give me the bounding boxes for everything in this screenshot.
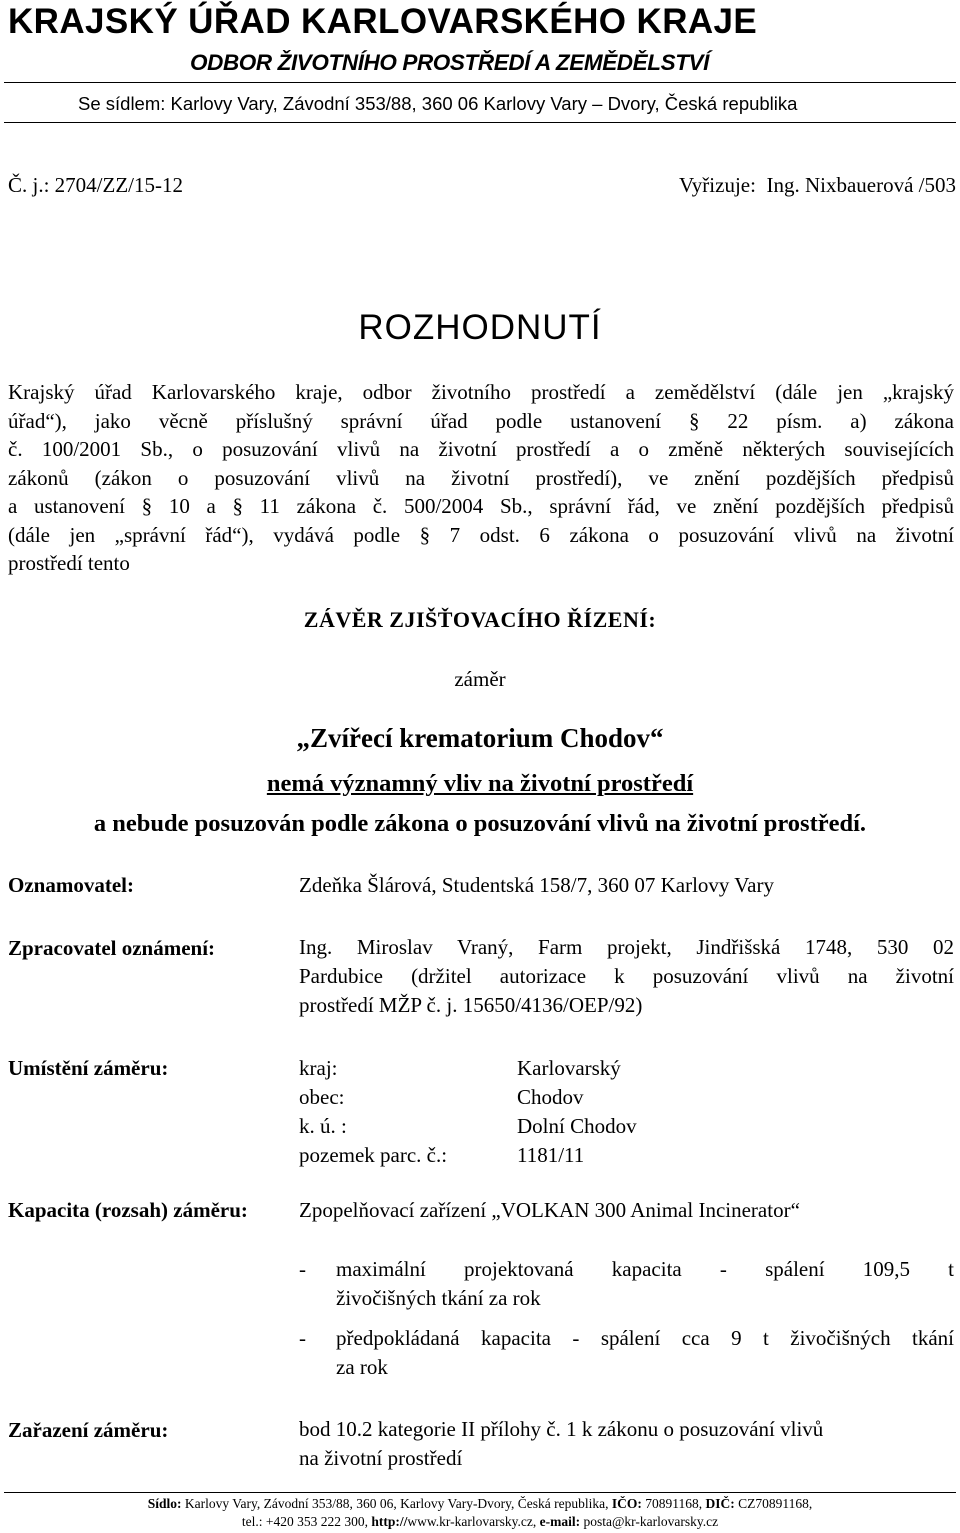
footer-ico: 70891168, xyxy=(645,1496,703,1511)
location-key: k. ú. : xyxy=(299,1114,347,1138)
capacity-item-text xyxy=(336,1255,954,1313)
header-divider-bottom xyxy=(4,122,956,123)
processor-line: Pardubice (držitel autorizace k posuzování vlivů na životní xyxy=(299,964,954,988)
capacity-item-line: maximální projektovaná kapacita - spálení 109,5 t xyxy=(336,1257,954,1281)
capacity-item-text xyxy=(336,1324,954,1382)
location-value: 1181/11 xyxy=(517,1143,585,1167)
no-impact-statement: nemá významný vliv na životní prostředí xyxy=(266,770,694,797)
location-label: Umístění záměru: xyxy=(8,1056,169,1080)
location-value: Karlovarský xyxy=(517,1056,621,1080)
authority-title: KRAJSKÝ ÚŘAD KARLOVARSKÉHO KRAJE xyxy=(8,2,758,41)
capacity-value: Zpopelňovací zařízení „VOLKAN 300 Animal Incinerator“ xyxy=(299,1198,800,1222)
footer xyxy=(0,1495,960,1531)
notifier-value: Zdeňka Šlárová, Studentská 158/7, 360 07 Karlovy Vary xyxy=(299,873,774,897)
footer-line-2 xyxy=(0,1513,960,1531)
no-assessment-statement: a nebude posuzován podle zákona o posuzování vlivů na životní prostředí. xyxy=(93,810,867,837)
intro-paragraph xyxy=(8,378,954,578)
footer-divider xyxy=(4,1492,956,1493)
processor-value xyxy=(299,933,954,1020)
footer-email-label: e-mail: xyxy=(539,1514,581,1529)
location-key: kraj: xyxy=(299,1056,338,1080)
processor-line: Ing. Miroslav Vraný, Farm projekt, Jindřišská 1748, 530 02 xyxy=(299,935,954,959)
conclusion-heading: ZÁVĚR ZJIŠŤOVACÍHO ŘÍZENÍ: xyxy=(303,607,657,632)
footer-dic-label: DIČ: xyxy=(705,1496,735,1511)
notifier-label: Oznamovatel: xyxy=(8,873,134,897)
bullet-dash: - xyxy=(299,1257,306,1281)
location-value: Dolní Chodov xyxy=(517,1114,637,1138)
intro-line: zákonů (zákon o posuzování vlivů na životní prostředí), ve znění pozdějších předpisů xyxy=(8,465,954,490)
classification-line: na životní prostředí xyxy=(299,1446,463,1470)
case-number: Č. j.: 2704/ZZ/15-12 xyxy=(8,173,183,197)
processor-label: Zpracovatel oznámení: xyxy=(8,936,216,960)
capacity-item-line: živočišných tkání za rok xyxy=(336,1286,541,1310)
document-title: ROZHODNUTÍ xyxy=(358,308,602,347)
capacity-item xyxy=(299,1324,954,1382)
intro-line: prostředí tento xyxy=(8,551,130,575)
footer-dic: CZ70891168, xyxy=(738,1496,813,1511)
project-name: „Zvířecí krematorium Chodov“ xyxy=(296,723,664,753)
reference-row xyxy=(8,173,956,198)
capacity-item-line: předpokládaná kapacita - spálení cca 9 t živočišných tkání xyxy=(336,1326,954,1350)
intro-line: úřad“), jako věcně příslušný správní úřad podle ustanovení § 22 písm. a) zákona xyxy=(8,408,954,433)
classification-value xyxy=(299,1415,823,1473)
footer-seat-label: Sídlo: xyxy=(147,1496,182,1511)
intro-line: (dále jen „správní řád“), vydává podle § 7 odst. 6 zákona o posuzování vlivů na životní xyxy=(8,522,954,547)
intro-line: a ustanovení § 10 a § 11 zákona č. 500/2004 Sb., správní řád, ve znění pozdějších předpisů xyxy=(8,494,954,518)
capacity-item-line: za rok xyxy=(336,1355,388,1379)
footer-seat: Karlovy Vary, Závodní 353/88, 360 06, Karlovy Vary-Dvory, Česká republika, xyxy=(184,1496,609,1511)
footer-web-link[interactable]: www.kr-karlovarsky.cz, xyxy=(407,1514,537,1529)
footer-email-link[interactable]: posta@kr-karlovarsky.cz xyxy=(583,1514,719,1529)
zamer-label: záměr xyxy=(454,667,506,691)
classification-label: Zařazení záměru: xyxy=(8,1418,169,1442)
bullet-dash: - xyxy=(299,1326,306,1350)
handled-by-name: Ing. Nixbauerová /503 xyxy=(766,173,956,197)
capacity-item xyxy=(299,1255,954,1313)
header-address: Se sídlem: Karlovy Vary, Závodní 353/88, 360 06 Karlovy Vary – Dvory, Česká republika xyxy=(78,93,798,114)
footer-ico-label: IČO: xyxy=(611,1496,642,1511)
classification-line: bod 10.2 kategorie II přílohy č. 1 k zákonu o posuzování vlivů xyxy=(299,1417,824,1441)
footer-line-1 xyxy=(0,1495,960,1513)
header-divider xyxy=(4,82,956,83)
location-key: pozemek parc. č.: xyxy=(299,1143,448,1167)
intro-line: Krajský úřad Karlovarského kraje, odbor životního prostředí a zemědělství (dále jen „krajský xyxy=(8,380,954,404)
handled-by xyxy=(679,173,956,198)
handled-by-label: Vyřizuje: xyxy=(678,173,756,197)
intro-line: č. 100/2001 Sb., o posuzování vlivů na životní prostředí a o změně některých souvisejících xyxy=(8,437,954,461)
capacity-label: Kapacita (rozsah) záměru: xyxy=(8,1198,248,1222)
location-value: Chodov xyxy=(517,1085,584,1109)
location-key: obec: xyxy=(299,1085,345,1109)
department-name: ODBOR ŽIVOTNÍHO PROSTŘEDÍ A ZEMĚDĚLSTVÍ xyxy=(190,50,710,75)
processor-line: prostředí MŽP č. j. 15650/4136/OEP/92) xyxy=(299,993,643,1017)
footer-tel: tel.: +420 353 222 300, xyxy=(241,1514,369,1529)
footer-web-label: http:// xyxy=(371,1514,408,1529)
